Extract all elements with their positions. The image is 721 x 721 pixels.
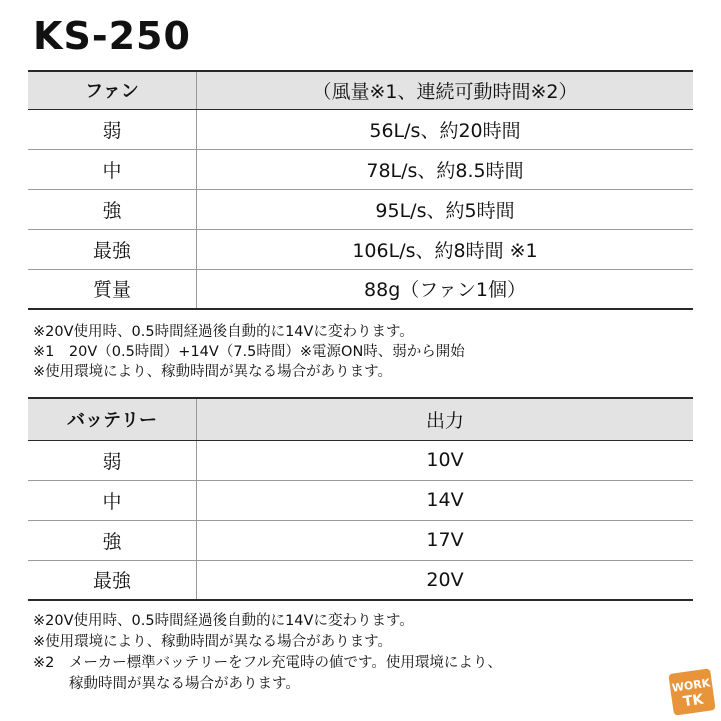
battery-header-value: 出力 <box>197 398 694 440</box>
fan-note: ※1 20V（0.5時間）+14V（7.5時間）※電源ON時、弱から開始 <box>33 344 465 360</box>
table-row <box>28 109 693 149</box>
fan-row-value: 56L/s、約20時間 <box>197 109 694 149</box>
table-row <box>28 229 693 269</box>
fan-row-value: 78L/s、約8.5時間 <box>197 149 694 189</box>
fan-table-header-row <box>28 71 693 109</box>
fan-note: ※使用環境により、稼動時間が異なる場合があります。 <box>33 364 392 380</box>
battery-row-label: 最強 <box>28 560 197 600</box>
fan-row-label: 弱 <box>28 109 197 149</box>
fan-header-label: ファン <box>28 71 197 109</box>
battery-row-label: 強 <box>28 520 197 560</box>
fan-row-label: 中 <box>28 149 197 189</box>
battery-notes <box>33 611 502 695</box>
battery-spec-table <box>28 397 693 601</box>
logo-text: WORK <box>671 676 712 695</box>
fan-row-label: 最強 <box>28 229 197 269</box>
battery-row-value: 17V <box>197 520 694 560</box>
fan-spec-table <box>28 70 693 310</box>
battery-note: ※使用環境により、稼動時間が異なる場合があります。 <box>33 634 392 650</box>
table-row <box>28 560 693 600</box>
fan-header-value: （風量※1、連続可動時間※2） <box>197 71 694 109</box>
table-row <box>28 480 693 520</box>
fan-row-label: 強 <box>28 189 197 229</box>
fan-row-value: 106L/s、約8時間 ※1 <box>197 229 694 269</box>
fan-notes <box>33 322 465 382</box>
battery-note: 稼動時間が異なる場合があります。 <box>69 676 300 692</box>
brand-logo <box>667 667 717 717</box>
fan-note: ※20V使用時、0.5時間経過後自動的に14Vに変わります。 <box>33 324 414 340</box>
battery-row-label: 中 <box>28 480 197 520</box>
table-row <box>28 149 693 189</box>
logo-subtext: TK <box>682 691 705 711</box>
fan-row-label: 質量 <box>28 269 197 309</box>
battery-row-value: 14V <box>197 480 694 520</box>
fan-row-value: 88g（ファン1個） <box>197 269 694 309</box>
table-row <box>28 189 693 229</box>
fan-row-value: 95L/s、約5時間 <box>197 189 694 229</box>
battery-note: ※2 メーカー標準バッテリーをフル充電時の値です。使用環境により、 <box>33 655 502 671</box>
battery-note: ※20V使用時、0.5時間経過後自動的に14Vに変わります。 <box>33 613 414 629</box>
battery-header-label: バッテリー <box>28 398 197 440</box>
battery-table-header-row <box>28 398 693 440</box>
battery-row-label: 弱 <box>28 440 197 480</box>
battery-row-value: 10V <box>197 440 694 480</box>
battery-row-value: 20V <box>197 560 694 600</box>
table-row <box>28 520 693 560</box>
model-title: KS-250 <box>33 14 191 58</box>
table-row <box>28 269 693 309</box>
table-row <box>28 440 693 480</box>
